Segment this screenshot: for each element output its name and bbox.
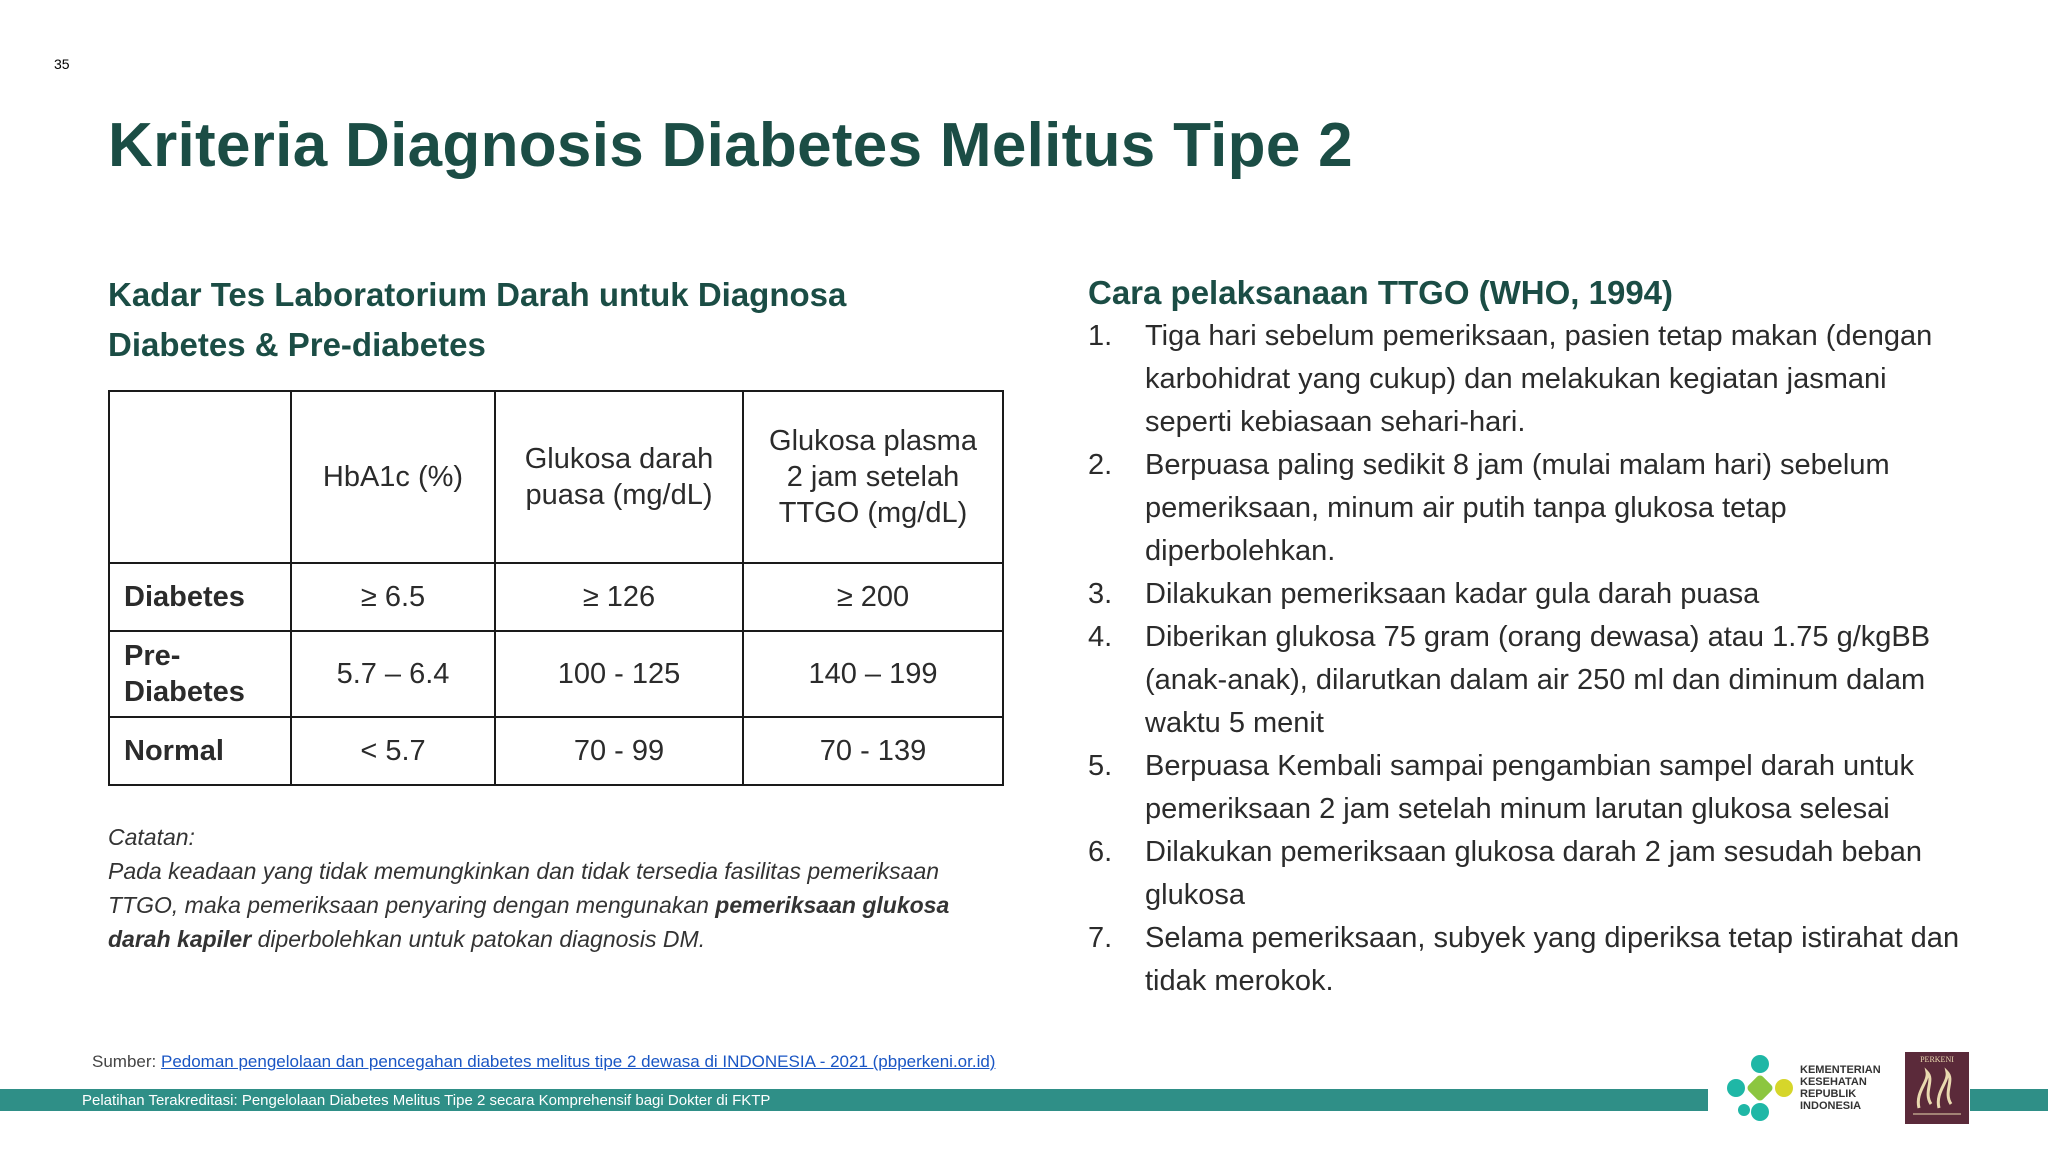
row-label: Diabetes: [109, 563, 291, 631]
table-header-ttgo: [743, 391, 1003, 563]
note-text-2: diperbolehkan untuk patokan diagnosis DM.: [251, 926, 706, 952]
ttgo-heading: Cara pelaksanaan TTGO (WHO, 1994): [1088, 274, 1674, 311]
perkeni-logo: [1905, 1052, 1969, 1124]
note-bold: pemeriksaan glukosa darah kapiler: [108, 892, 950, 952]
table-heading: [108, 270, 948, 370]
header-gdp-line2: puasa (mg/dL): [525, 479, 713, 511]
note-text-1: Pada keadaan yang tidak memungkinkan dan tidak tersedia fasilitas pemeriksaan TTGO, maka pemeriksaan penyaring dengan mengunakan: [108, 858, 940, 918]
list-item: [1088, 315, 1968, 444]
cell-hba1c: ≥ 6.5: [291, 563, 495, 631]
step-number: 4.: [1088, 621, 1113, 653]
source-label: Sumber:: [92, 1052, 161, 1071]
page-number: 35: [54, 56, 70, 72]
kemenkes-logo-text: [1800, 1064, 1881, 1112]
table-row-diabetes: [109, 563, 1003, 631]
list-item: [1088, 917, 1968, 1003]
logo-line3: REPUBLIK: [1800, 1088, 1857, 1100]
note-body: [108, 854, 1008, 956]
step-number: 2.: [1088, 449, 1113, 481]
table-row-normal: [109, 717, 1003, 785]
table-header-hba1c: HbA1c (%): [291, 391, 495, 563]
step-text: Diberikan glukosa 75 gram (orang dewasa) atau 1.75 g/kgBB (anak-anak), dilarutkan dalam air 250 ml dan diminum dalam waktu 5 menit: [1145, 621, 1931, 739]
step-text: Berpuasa paling sedikit 8 jam (mulai malam hari) sebelum pemeriksaan, minum air putih tanpa glukosa tetap diperbolehkan.: [1145, 449, 1890, 567]
table-header-gdp: [495, 391, 743, 563]
header-gdp-line1: Glukosa darah: [524, 443, 714, 475]
row-label-line2: Diabetes: [124, 676, 245, 708]
table-heading-line2: Diabetes & Pre-diabetes: [108, 326, 486, 363]
source-link[interactable]: Pedoman pengelolaan dan pencegahan diabetes melitus tipe 2 dewasa di INDONESIA - 2021 (pbperkeni.or.id): [160, 1052, 996, 1071]
cell-gdp: 100 - 125: [495, 631, 743, 717]
table-heading-line1: Kadar Tes Laboratorium Darah untuk Diagnosa: [108, 276, 847, 313]
step-text: Selama pemeriksaan, subyek yang diperiksa tetap istirahat dan tidak merokok.: [1145, 922, 1960, 997]
list-item: [1088, 745, 1968, 831]
cell-ttgo: 140 – 199: [743, 631, 1003, 717]
row-label: Normal: [109, 717, 291, 785]
source-citation: [92, 1052, 995, 1072]
cell-gdp: 70 - 99: [495, 717, 743, 785]
header-ttgo-line3: TTGO (mg/dL): [778, 497, 968, 529]
step-text: Tiga hari sebelum pemeriksaan, pasien tetap makan (dengan karbohidrat yang cukup) dan melakukan kegiatan jasmani seperti kebiasaan sehari-hari.: [1145, 320, 1933, 438]
list-item: [1088, 573, 1968, 616]
step-number: 3.: [1088, 578, 1113, 610]
logo-line4: INDONESIA: [1800, 1100, 1862, 1112]
table-header-row: [109, 391, 1003, 563]
cell-hba1c: < 5.7: [291, 717, 495, 785]
slide-title: Kriteria Diagnosis Diabetes Melitus Tipe 2: [108, 111, 1353, 180]
step-text: Dilakukan pemeriksaan glukosa darah 2 jam sesudah beban glukosa: [1145, 836, 1923, 911]
list-item: [1088, 444, 1968, 573]
cell-ttgo: ≥ 200: [743, 563, 1003, 631]
diagnosis-criteria-table: [108, 390, 1004, 786]
kemenkes-logo: [1722, 1050, 1882, 1126]
table-header-empty: [109, 391, 291, 563]
step-number: 7.: [1088, 922, 1113, 954]
header-ttgo-line2: 2 jam setelah: [786, 461, 960, 493]
step-number: 1.: [1088, 320, 1113, 352]
perkeni-logo-text: PERKENI: [1920, 1055, 1954, 1064]
step-text: Berpuasa Kembali sampai pengambian sampel darah untuk pemeriksaan 2 jam setelah minum larutan glukosa selesai: [1145, 750, 1914, 825]
list-item: [1088, 616, 1968, 745]
cell-gdp: ≥ 126: [495, 563, 743, 631]
row-label: [109, 631, 291, 717]
note: [108, 820, 1008, 956]
step-number: 6.: [1088, 836, 1113, 868]
row-label-line1: Pre-: [124, 640, 181, 672]
cell-ttgo: 70 - 139: [743, 717, 1003, 785]
step-text: Dilakukan pemeriksaan kadar gula darah puasa: [1145, 578, 1760, 610]
list-item: [1088, 831, 1968, 917]
footer-bar-right: [1970, 1089, 2048, 1111]
logo-line2: KESEHATAN: [1800, 1076, 1867, 1088]
ttgo-steps-list: [1088, 315, 1968, 1003]
step-number: 5.: [1088, 750, 1113, 782]
kemenkes-emblem-icon: [1722, 1050, 1798, 1126]
header-ttgo-line1: Glukosa plasma: [769, 425, 977, 457]
table-row-prediabetes: [109, 631, 1003, 717]
cell-hba1c: 5.7 – 6.4: [291, 631, 495, 717]
logo-line1: KEMENTERIAN: [1800, 1064, 1881, 1076]
note-label: Catatan:: [108, 824, 195, 850]
footer-text: Pelatihan Terakreditasi: Pengelolaan Diabetes Melitus Tipe 2 secara Komprehensif bagi Dokter di FKTP: [82, 1092, 771, 1109]
